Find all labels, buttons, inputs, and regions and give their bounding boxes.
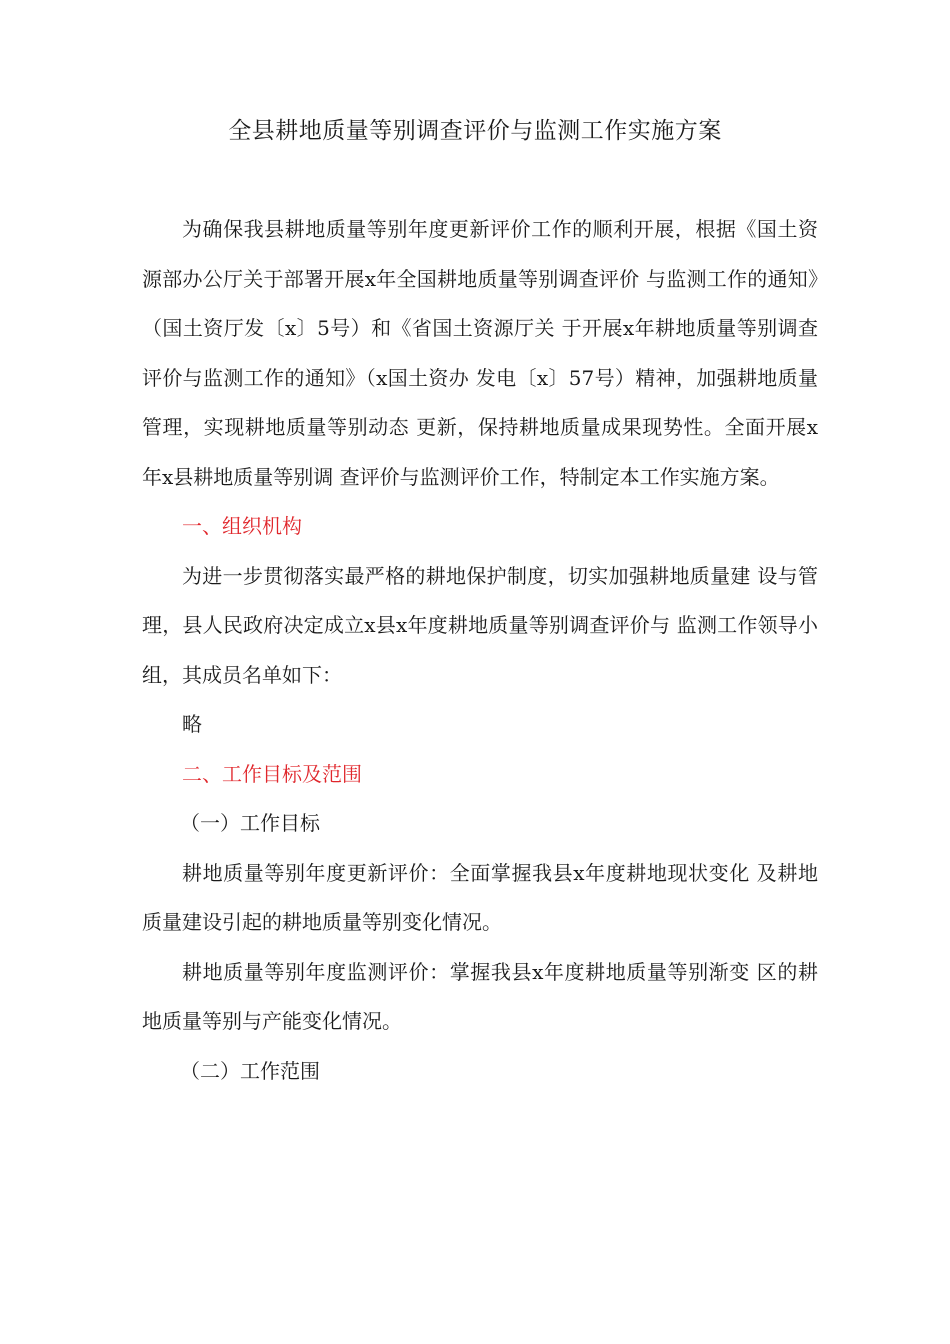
goal-paragraph-update: 耕地质量等别年度更新评价：全面掌握我县x年度耕地现状变化 及耕地质量建设引起的耕地质量等别变化情况。 bbox=[142, 860, 818, 934]
section-heading-organization: 一、组织机构 bbox=[182, 514, 302, 538]
member-list-placeholder: 略 bbox=[182, 712, 202, 736]
goal-paragraph-monitoring: 耕地质量等别年度监测评价：掌握我县x年度耕地质量等别渐变 区的耕地质量等别与产能变化情况。 bbox=[142, 959, 818, 1033]
subheading-work-goals: （一）工作目标 bbox=[180, 811, 320, 835]
section-heading-goals-scope: 二、工作目标及范围 bbox=[182, 761, 362, 786]
organization-paragraph: 为进一步贯彻落实最严格的耕地保护制度，切实加强耕地质量建 设与管理，县人民政府决定成立x县x年度耕地质量等别调查评价与 监测工作领导小组，其成员名单如下： bbox=[142, 563, 818, 687]
intro-paragraph: 为确保我县耕地质量等别年度更新评价工作的顺利开展，根据《国土资源部办公厅关于部署开展x年全国耕地质量等别调查评价 与监测工作的通知》（国土资厅发〔x〕5号）和《省国土资源厅关 于开展x年耕地质量等别调查评价与监测工作的通知》（x国土资办 发电〔x〕57号）精神，加强耕地质量管理，实现耕地质量等别动态 更新，保持耕地质量成果现势性。全面开展x年x县耕地质量等别调 查评价与监测评价工作，特制定本工作实施方案。 bbox=[142, 217, 818, 489]
document-body bbox=[142, 205, 818, 1096]
document-title: 全县耕地质量等别调查评价与监测工作实施方案 bbox=[228, 118, 722, 144]
subheading-work-scope: （二）工作范围 bbox=[180, 1058, 320, 1083]
